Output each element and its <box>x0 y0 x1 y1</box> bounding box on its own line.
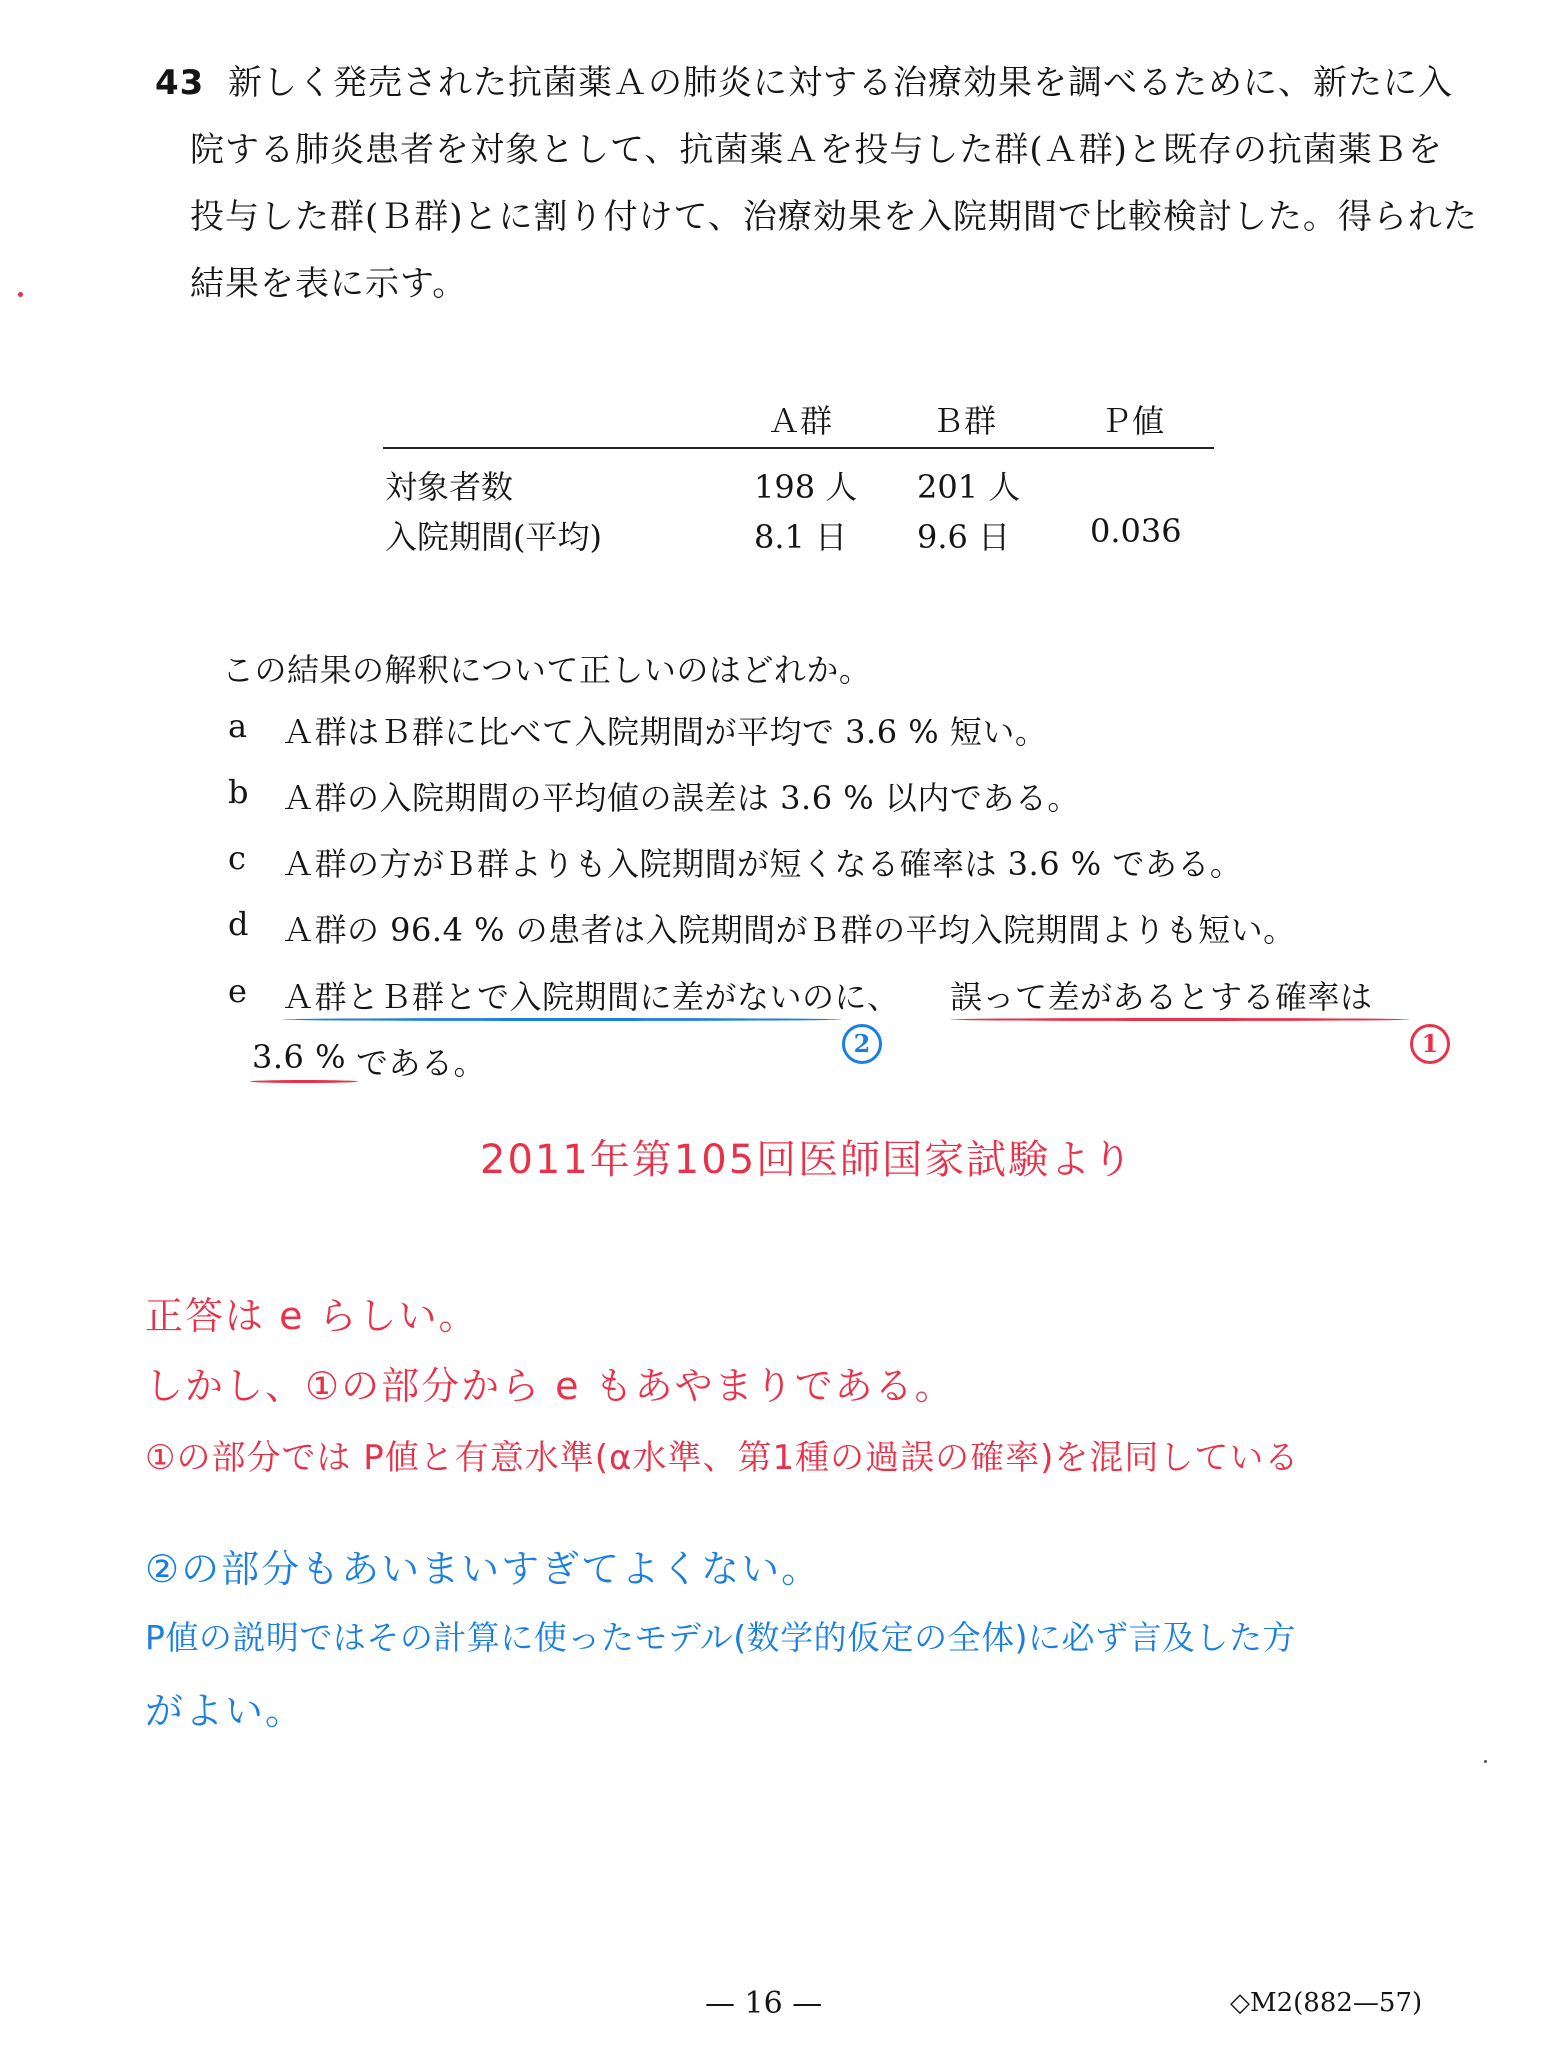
choice-c-letter: c <box>228 839 247 877</box>
red-underline-line1 <box>950 1018 1410 1021</box>
red-note-line-3: ①の部分では P値と有意水準(α水準、第1種の過誤の確率)を混同している <box>145 1438 1300 1478</box>
circled-number-2: 2 <box>842 1024 882 1064</box>
cell-b-subjects: 201 人 <box>917 468 1021 506</box>
blue-note-line-2: P値の説明ではその計算に使ったモデル(数学的仮定の全体)に必ず言及した方 <box>145 1618 1296 1657</box>
table-header-p: Ｐ値 <box>1100 402 1165 440</box>
stray-dot <box>18 292 23 297</box>
circled-two-mark <box>842 1024 882 1064</box>
choice-e-line2-red: 3.6 % <box>252 1038 346 1076</box>
cell-a-stay: 8.1 日 <box>754 518 848 556</box>
choice-b-letter: b <box>228 773 249 811</box>
choice-d-letter: d <box>228 905 249 943</box>
blue-note-line-1: ②の部分もあいまいすぎてよくない。 <box>145 1547 822 1591</box>
table-header-b: Ｂ群 <box>932 402 997 440</box>
choice-e-line2-rest: である。 <box>356 1044 487 1082</box>
row-label-subjects: 対象者数 <box>385 468 514 506</box>
cell-a-subjects: 198 人 <box>754 468 858 506</box>
question-line-3: 投与した群(Ｂ群)とに割り付けて、治療効果を入院期間で比較検討した。得られた <box>190 197 1478 237</box>
exam-code: ◇M2(882—57) <box>1230 1988 1423 2018</box>
table-header-a: Ａ群 <box>768 402 833 440</box>
choice-e-part-blue: Ａ群とＢ群とで入院期間に差がないのに、 <box>282 978 900 1016</box>
cell-b-stay: 9.6 日 <box>917 518 1011 556</box>
question-prompt: この結果の解釈について正しいのはどれか。 <box>222 651 872 689</box>
blue-underline <box>282 1018 842 1021</box>
circled-one-mark <box>1410 1024 1450 1064</box>
row-label-stay: 入院期間(平均) <box>385 518 602 556</box>
choice-a-letter: a <box>228 707 248 745</box>
question-line-2: 院する肺炎患者を対象として、抗菌薬Ａを投与した群(Ａ群)と既存の抗菌薬Ｂを <box>190 130 1443 170</box>
red-note-line-1: 正答は e らしい。 <box>145 1294 479 1338</box>
source-note: 2011年第105回医師国家試験より <box>480 1137 1135 1183</box>
choice-c-text: Ａ群の方がＢ群よりも入院期間が短くなる確率は 3.6 % である。 <box>282 845 1243 883</box>
question-line-4: 結果を表に示す。 <box>190 264 468 304</box>
question-line-1: 新しく発売された抗菌薬Ａの肺炎に対する治療効果を調べるために、新たに入 <box>228 63 1453 103</box>
page-number: — 16 — <box>705 1986 823 2021</box>
choice-e-part-red: 誤って差があるとする確率は <box>950 978 1373 1016</box>
stray-dot-right <box>1484 1760 1487 1763</box>
blue-note-line-3: がよい。 <box>145 1689 306 1733</box>
table-rule <box>383 447 1214 449</box>
circled-number-1: 1 <box>1410 1024 1450 1064</box>
choice-e-letter: e <box>228 972 248 1010</box>
choice-b-text: Ａ群の入院期間の平均値の誤差は 3.6 % 以内である。 <box>282 779 1080 817</box>
red-note-line-2: しかし、①の部分から e もあやまりである。 <box>145 1364 955 1408</box>
choice-d-text: Ａ群の 96.4 % の患者は入院期間がＢ群の平均入院期間よりも短い。 <box>282 911 1296 949</box>
question-number: 43 <box>155 63 205 103</box>
choice-a-text: Ａ群はＢ群に比べて入院期間が平均で 3.6 % 短い。 <box>282 713 1048 751</box>
cell-p-value: 0.036 <box>1090 512 1182 550</box>
red-underline-line2 <box>250 1080 358 1083</box>
